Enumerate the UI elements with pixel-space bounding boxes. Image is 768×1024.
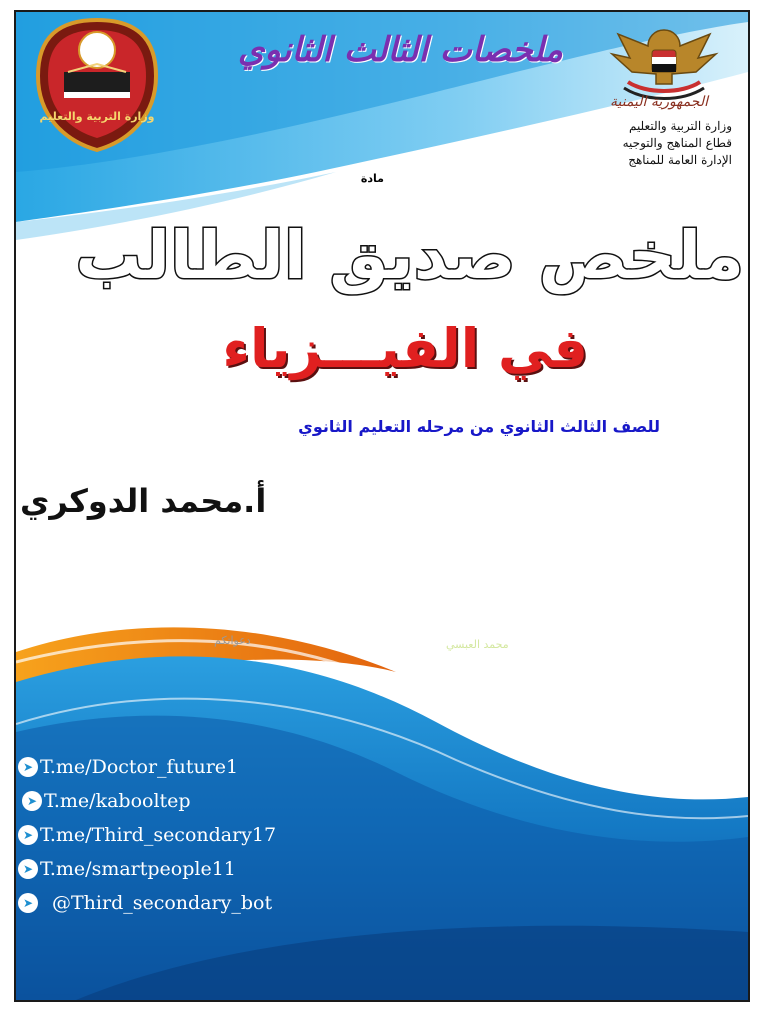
emblem-caption: الجمهورية اليمنية: [609, 94, 708, 110]
subject-title: في الفيـــزياء: [222, 317, 588, 380]
telegram-link[interactable]: [18, 750, 276, 784]
link-text: T.me/Doctor_future1: [40, 756, 239, 778]
link-text: T.me/smartpeople11: [40, 858, 236, 880]
faint-text: دعواتكم: [214, 634, 251, 647]
grade-line: للصف الثالث الثانوي من مرحله التعليم الثانوي: [298, 417, 660, 436]
cover-page: [14, 10, 750, 1002]
ministry-line: قطاع المناهج والتوجيه: [622, 136, 732, 150]
telegram-icon: ➤: [18, 893, 38, 913]
subject-label: مادة: [360, 172, 384, 185]
telegram-icon: ➤: [18, 757, 38, 777]
link-text: @Third_secondary_bot: [52, 892, 273, 914]
telegram-link[interactable]: [18, 818, 276, 852]
telegram-link[interactable]: [18, 784, 276, 818]
ministry-line: وزارة التربية والتعليم: [628, 119, 732, 133]
telegram-icon: ➤: [22, 791, 42, 811]
main-title: ملخص صديق الطالب: [75, 217, 744, 294]
author-name: أ.محمد الدوكري: [20, 482, 267, 520]
telegram-icon: ➤: [18, 825, 38, 845]
ministry-logo: [34, 16, 160, 152]
ministry-line: الإدارة العامة للمناهج: [628, 153, 732, 167]
links-list: [18, 750, 276, 920]
series-title: ملخصات الثالث الثانوي: [237, 30, 563, 70]
telegram-link[interactable]: [18, 886, 276, 920]
link-text: T.me/Third_secondary17: [40, 824, 277, 846]
link-text: T.me/kabooltep: [44, 790, 191, 812]
faint-text: محمد العبسي: [446, 638, 509, 651]
ministry-block: [623, 118, 732, 169]
telegram-link[interactable]: [18, 852, 276, 886]
telegram-icon: ➤: [18, 859, 38, 879]
logo-text: وزارة التربية والتعليم: [39, 110, 155, 123]
